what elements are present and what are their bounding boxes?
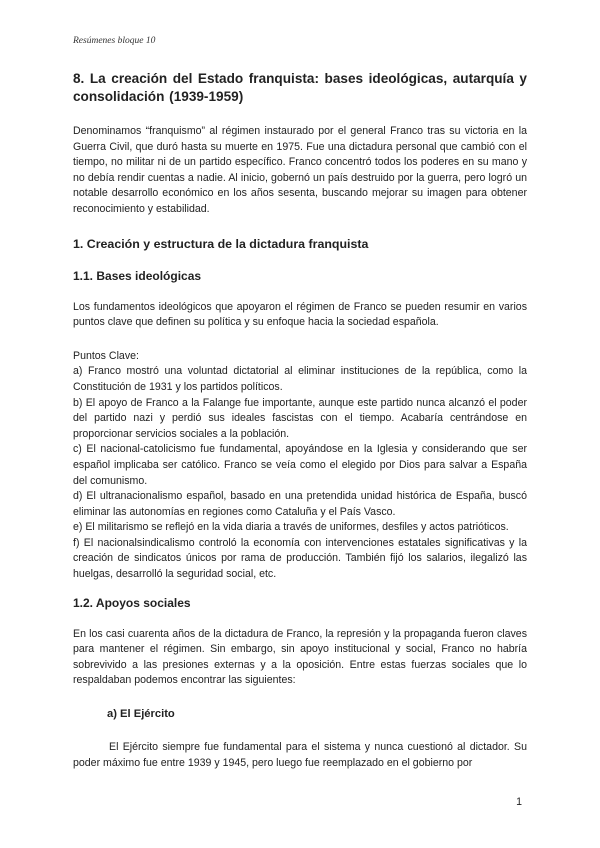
page-number: 1 bbox=[516, 796, 522, 808]
subsection-title: 1. Creación y estructura de la dictadura franquista bbox=[73, 236, 369, 251]
section-intro: Denominamos “franquismo” al régimen instaurado por el general Franco tras su victoria en la Guerra Civil, que duró hasta su muerte en 1975. Fue una dictadura personal que cambió con el tiempo, no militar ni de un partido específico. Franco concentró todos los poderes en su mano y no debía rendir cuentas a nadie. Al inicio, gobernó un país destruido por la guerra, pero logró un notable desarrollo económico en los años sesenta, buscando mejorar su imagen para obtener reconocimiento y estabilidad. bbox=[73, 125, 527, 215]
key-points-list bbox=[73, 349, 527, 583]
subsubsection-title-ideological: 1.1. Bases ideológicas bbox=[73, 268, 202, 283]
army-paragraph: El Ejército siempre fue fundamental para el sistema y nunca cuestionó al dictador. Su poder máximo fue entre 1939 y 1945, pero luego fue reemplazado en el gobierno por bbox=[73, 741, 527, 769]
ideological-intro: Los fundamentos ideológicos que apoyaron el régimen de Franco se pueden resumir en varios puntos clave que definen su política y su enfoque hacia la sociedad española. bbox=[73, 300, 527, 329]
list-item: b) El apoyo de Franco a la Falange fue importante, aunque este partido nunca alcanzó el poder del partido nazi y perdió sus ideales fascistas con el tiempo. Acabaría centrándose en proporcionar servicios sociales a la población. bbox=[73, 396, 527, 440]
list-item: f) El nacionalsindicalismo controló la economía con intervenciones estatales significativas y la creación de sindicatos únicos por rama de producción. También fijó los salarios, ilegalizó las huelgas, desarrolló la seguridad social, etc. bbox=[73, 536, 527, 581]
list-item: d) El ultranacionalismo español, basado en una pretendida unidad histórica de España, buscó eliminar las autonomías en regiones como Cataluña y el País Vasco. bbox=[73, 490, 527, 518]
list-item: a) Franco mostró una voluntad dictatorial al eliminar instituciones de la república, como la Constitución de 1931 y los partidos políticos. bbox=[73, 365, 527, 393]
running-header: Resúmenes bloque 10 bbox=[73, 36, 156, 46]
key-points-heading: Puntos Clave: bbox=[73, 349, 139, 362]
list-item: e) El militarismo se reflejó en la vida diaria a través de uniformes, desfiles y actos patrióticos. bbox=[73, 521, 509, 534]
page-content bbox=[73, 70, 527, 771]
army-heading: a) El Ejército bbox=[107, 708, 175, 721]
section-title: 8. La creación del Estado franquista: bases ideológicas, autarquía y consolidación (1939-1959) bbox=[73, 71, 527, 104]
social-support-intro: En los casi cuarenta años de la dictadura de Franco, la represión y la propaganda fueron claves para mantener el régimen. Sin embargo, sin apoyo institucional y social, Franco no habría sobrevivido a las presiones externas y a la oposición. Entre estas fuerzas sociales que lo respaldaban podemos encontrar las siguientes: bbox=[73, 627, 527, 687]
subsubsection-title-social: 1.2. Apoyos sociales bbox=[73, 595, 191, 610]
list-item: c) El nacional-catolicismo fue fundamental, apoyándose en la Iglesia y considerando que ser español implicaba ser católico. Franco se veía como el elegido por Dios para salvar a España del comunismo. bbox=[73, 443, 527, 487]
